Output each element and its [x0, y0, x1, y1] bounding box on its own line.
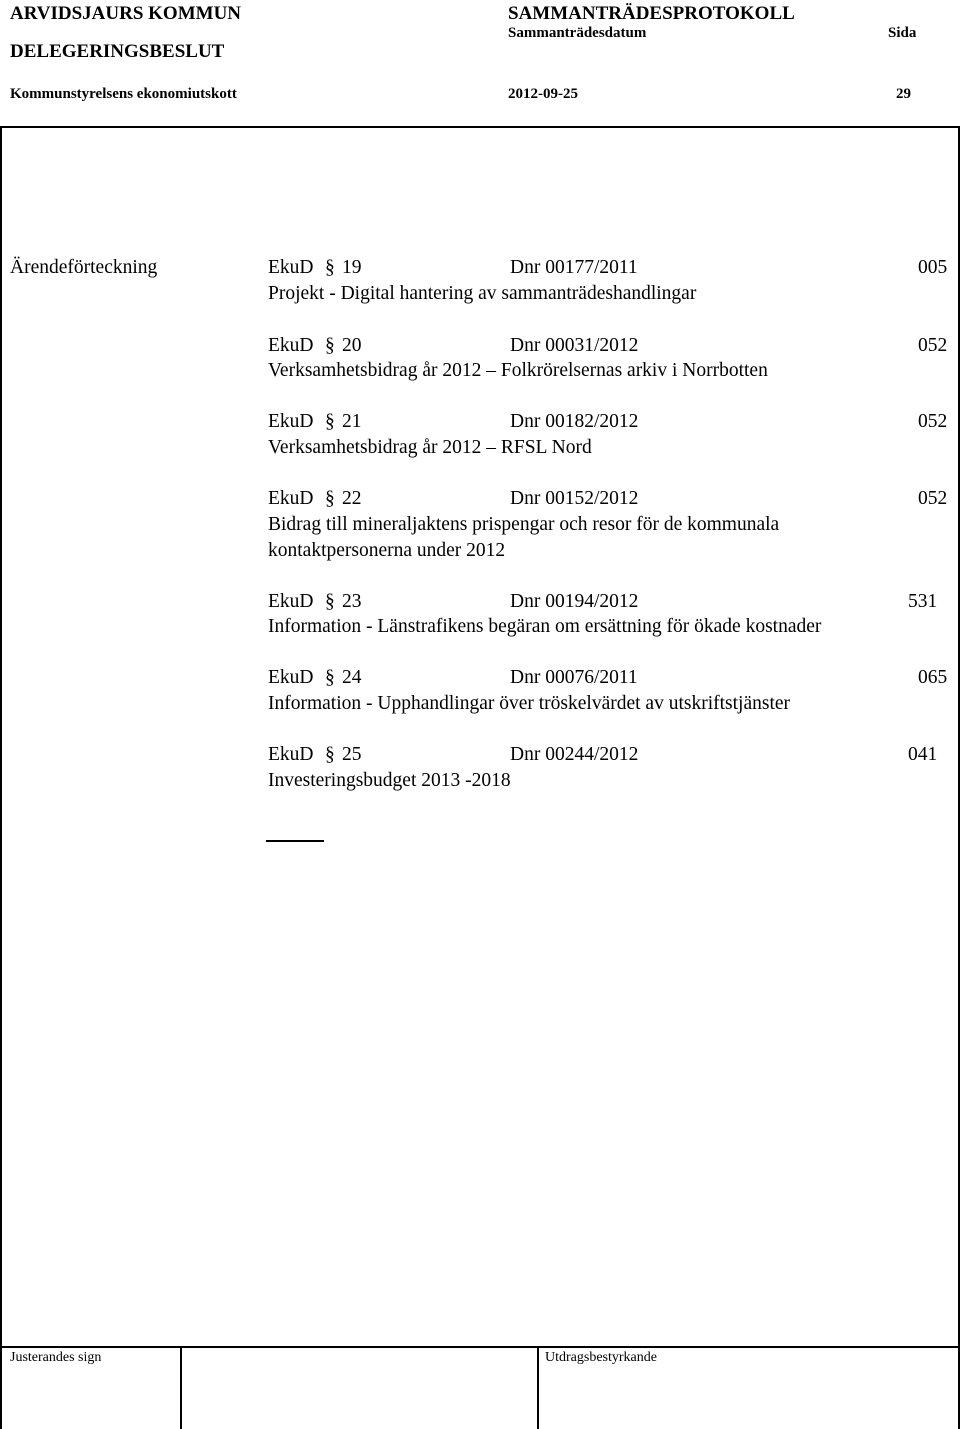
item-number: 21: [342, 411, 362, 432]
item-ref: EkuD: [268, 744, 314, 765]
section-icon: §: [325, 335, 335, 356]
item-title: Verksamhetsbidrag år 2012 – RFSL Nord: [268, 437, 592, 458]
left-border: [0, 126, 2, 1429]
item-number: 25: [342, 744, 362, 765]
index-label: Ärendeförteckning: [10, 257, 158, 278]
decision-type: DELEGERINGSBESLUT: [10, 41, 225, 62]
item-number: 24: [342, 667, 362, 688]
footer-separator-2: [537, 1347, 539, 1429]
protocol-title: SAMMANTRÄDESPROTOKOLL: [508, 3, 795, 24]
section-icon: §: [325, 744, 335, 765]
item-title-line2: kontaktpersonerna under 2012: [268, 540, 506, 561]
item-code: 052: [918, 488, 948, 509]
item-code: 052: [918, 411, 948, 432]
item-ref: EkuD: [268, 411, 314, 432]
item-title: Projekt - Digital hantering av sammanträdeshandlingar: [268, 283, 697, 304]
header-divider: [0, 126, 960, 128]
end-rule: [266, 840, 324, 842]
section-icon: §: [325, 257, 335, 278]
item-ref: EkuD: [268, 257, 314, 278]
item-ref: EkuD: [268, 667, 314, 688]
item-code: 531: [908, 591, 938, 612]
item-dnr: Dnr 00152/2012: [510, 488, 639, 509]
item-number: 20: [342, 335, 362, 356]
certify-label: Utdragsbestyrkande: [545, 1350, 657, 1365]
item-title: Information - Upphandlingar över tröskelvärdet av utskriftstjänster: [268, 693, 791, 714]
page-number: 29: [896, 86, 911, 102]
item-dnr: Dnr 00194/2012: [510, 591, 639, 612]
page-label: Sida: [888, 25, 917, 41]
item-title: Bidrag till mineraljaktens prispengar och resor för de kommunala: [268, 514, 780, 535]
item-title: Verksamhetsbidrag år 2012 – Folkrörelsernas arkiv i Norrbotten: [268, 360, 768, 381]
item-code: 041: [908, 744, 938, 765]
item-number: 22: [342, 488, 362, 509]
section-icon: §: [325, 667, 335, 688]
item-title: Information - Länstrafikens begäran om ersättning för ökade kostnader: [268, 616, 822, 637]
item-ref: EkuD: [268, 488, 314, 509]
item-title: Investeringsbudget 2013 -2018: [268, 770, 511, 791]
section-icon: §: [325, 411, 335, 432]
meeting-date: 2012-09-25: [508, 86, 578, 102]
item-dnr: Dnr 00031/2012: [510, 335, 639, 356]
footer-divider: [0, 1346, 960, 1348]
item-ref: EkuD: [268, 591, 314, 612]
date-label: Sammanträdesdatum: [508, 25, 647, 41]
municipality-name: ARVIDSJAURS KOMMUN: [10, 3, 242, 24]
footer-separator-1: [180, 1347, 182, 1429]
committee-name: Kommunstyrelsens ekonomiutskott: [10, 86, 237, 102]
item-dnr: Dnr 00182/2012: [510, 411, 639, 432]
sign-label: Justerandes sign: [10, 1350, 102, 1365]
item-number: 19: [342, 257, 362, 278]
item-dnr: Dnr 00244/2012: [510, 744, 639, 765]
section-icon: §: [325, 488, 335, 509]
item-number: 23: [342, 591, 362, 612]
item-dnr: Dnr 00177/2011: [510, 257, 638, 278]
item-code: 005: [918, 257, 948, 278]
item-ref: EkuD: [268, 335, 314, 356]
item-code: 052: [918, 335, 948, 356]
section-icon: §: [325, 591, 335, 612]
item-dnr: Dnr 00076/2011: [510, 667, 638, 688]
item-code: 065: [918, 667, 948, 688]
